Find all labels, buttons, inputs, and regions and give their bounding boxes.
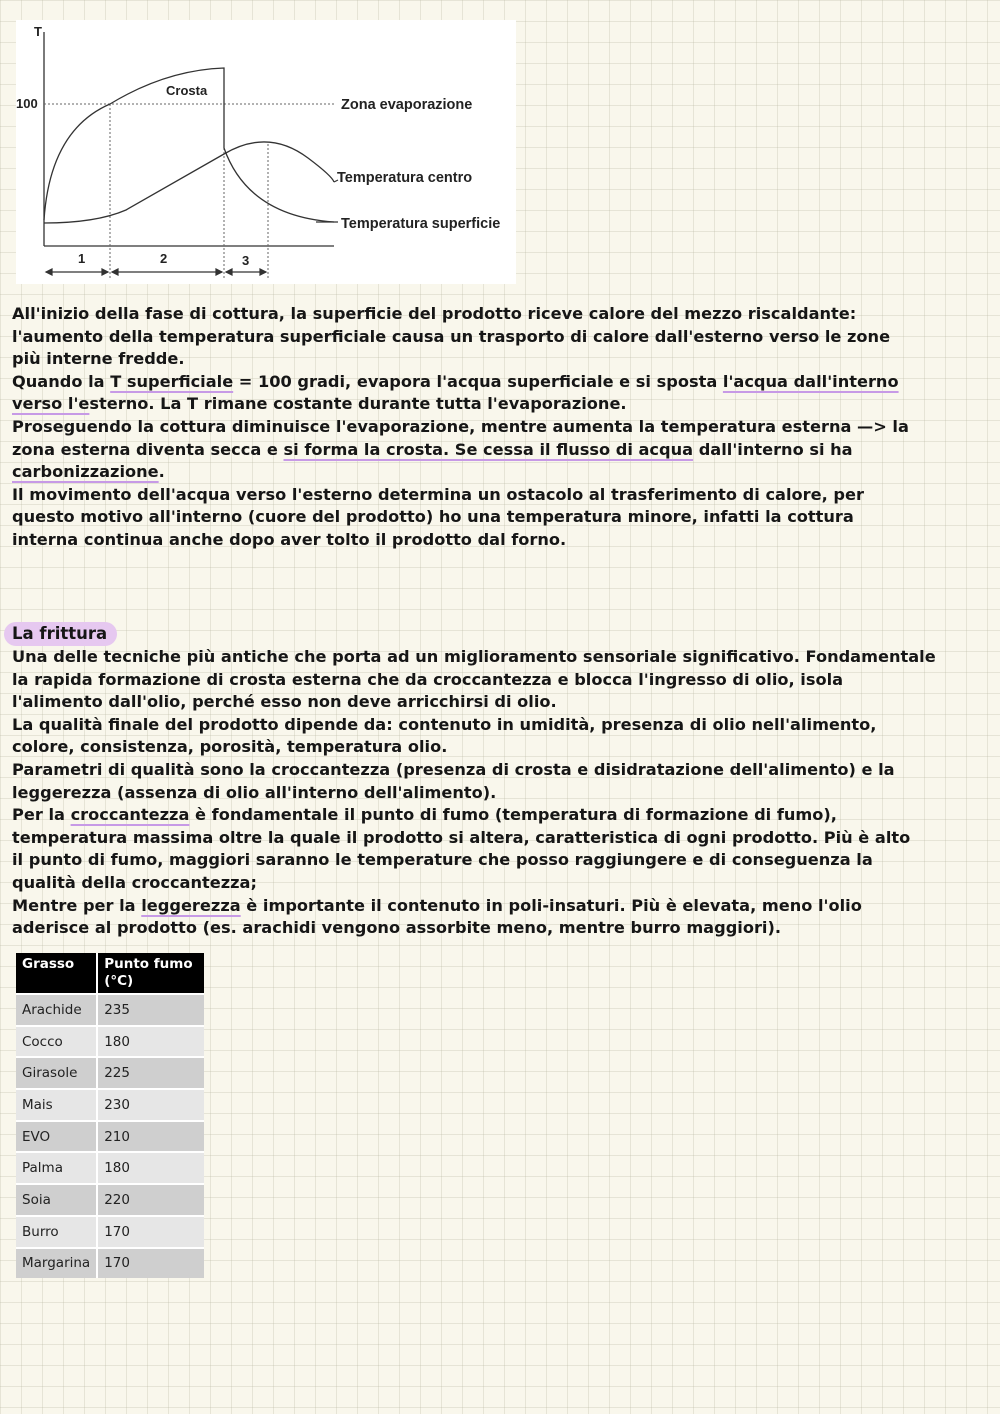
cell-grasso: Burro (16, 1216, 97, 1248)
cell-punto-fumo: 235 (97, 994, 204, 1026)
phase-3-label: 3 (242, 253, 250, 268)
text-line: l'aumento della temperatura superficiale causa un trasporto di calore dall'esterno verso le zone (12, 326, 891, 346)
table-row (16, 1248, 204, 1279)
text-line: temperatura massima oltre la quale il prodotto si altera, caratteristica di ogni prodotto. Più è alto (12, 827, 911, 847)
cell-punto-fumo: 180 (97, 1152, 204, 1184)
text-line: interna continua anche dopo aver tolto il prodotto dal forno. (12, 529, 567, 549)
text-line: La qualità finale del prodotto dipende da: contenuto in umidità, presenza di olio nell'alimento, (12, 714, 877, 734)
text-line: Mentre per la leggerezza è importante il contenuto in poli-insaturi. Più è elevata, meno l'olio (12, 895, 862, 915)
cell-punto-fumo: 180 (97, 1026, 204, 1058)
cell-grasso: Margarina (16, 1248, 97, 1279)
phase-arrows (46, 269, 266, 275)
text-line: verso l'esterno. La T rimane costante durante tutta l'evaporazione. (12, 394, 627, 414)
highlight: leggerezza (141, 895, 241, 915)
text-line: il punto di fumo, maggiori saranno le temperature che posso raggiungere e di conseguenza la (12, 850, 873, 870)
temperatura-centro-label: Temperatura centro (337, 170, 473, 186)
highlight: carbonizzazione (12, 462, 159, 482)
cell-grasso: Girasole (16, 1057, 97, 1089)
text-line: Proseguendo la cottura diminuisce l'evaporazione, mentre aumenta la temperatura esterna —> la (12, 416, 909, 436)
cell-grasso: Mais (16, 1089, 97, 1121)
text-line: Il movimento dell'acqua verso l'esterno determina un ostacolo al trasferimento di calore, per (12, 484, 864, 504)
text-line: leggerezza (assenza di olio all'interno dell'alimento). (12, 782, 497, 802)
text-line: Parametri di qualità sono la croccantezza (presenza di crosta e disidratazione dell'alimento) e la (12, 759, 895, 779)
cell-punto-fumo: 210 (97, 1121, 204, 1153)
text-line: qualità della croccantezza; (12, 872, 257, 892)
table-row (16, 1089, 204, 1121)
table-row (16, 1152, 204, 1184)
center-temperature-curve (44, 142, 334, 223)
header-grasso: Grasso (16, 953, 97, 994)
section-title-frittura: La frittura (4, 622, 117, 646)
cooking-notes (12, 303, 980, 552)
text-line: aderisce al prodotto (es. arachidi vengono assorbite meno, mentre burro maggiori). (12, 918, 782, 938)
text-line: Quando la T superficiale = 100 gradi, evapora l'acqua superficiale e si sposta l'acqua dall'interno (12, 371, 899, 391)
highlight: l'acqua dall'interno (722, 371, 899, 391)
highlight: si forma la crosta. Se cessa il flusso di acqua (283, 439, 694, 459)
cell-punto-fumo: 225 (97, 1057, 204, 1089)
cell-grasso: EVO (16, 1121, 97, 1153)
temperatura-superficie-label: Temperatura superficie (341, 216, 501, 232)
table-row (16, 1121, 204, 1153)
cell-punto-fumo: 220 (97, 1184, 204, 1216)
table-header-row (16, 953, 204, 994)
cell-grasso: Palma (16, 1152, 97, 1184)
table-row (16, 1216, 204, 1248)
cell-grasso: Arachide (16, 994, 97, 1026)
header-punto-fumo: Punto fumo (°C) (97, 953, 204, 994)
text-line: colore, consistenza, porosità, temperatura olio. (12, 737, 448, 757)
table-row (16, 1184, 204, 1216)
phase-2-label: 2 (160, 251, 168, 266)
table-row (16, 1057, 204, 1089)
text-line: più interne fredde. (12, 349, 185, 369)
diagram-svg (16, 20, 516, 284)
text-line: Una delle tecniche più antiche che porta ad un miglioramento sensoriale significativo. Fondamentale (12, 647, 936, 666)
zona-evaporazione-label: Zona evaporazione (341, 97, 473, 113)
cell-punto-fumo: 170 (97, 1216, 204, 1248)
highlight: verso l'e (12, 394, 90, 414)
text-line: l'alimento dall'olio, perché esso non deve arricchirsi di olio. (12, 692, 557, 712)
highlight: croccantezza (70, 805, 190, 825)
text-line: Per la croccantezza è fondamentale il punto di fumo (temperatura di formazione di fumo), (12, 805, 837, 825)
text-line: questo motivo all'interno (cuore del prodotto) ho una temperatura minore, infatti la cottura (12, 507, 854, 527)
cell-grasso: Cocco (16, 1026, 97, 1058)
smoke-point-table (16, 953, 204, 1278)
text-line: la rapida formazione di crosta esterna che da croccantezza e blocca l'ingresso di olio, isola (12, 669, 844, 689)
text-line: zona esterna diventa secca e si forma la crosta. Se cessa il flusso di acqua dall'interno si ha (12, 439, 853, 459)
table-row (16, 994, 204, 1026)
tick-100-label: 100 (16, 96, 38, 111)
highlight: T superficiale (110, 371, 234, 391)
cooking-temperature-diagram (16, 20, 516, 284)
table-row (16, 1026, 204, 1058)
frying-notes (12, 646, 980, 940)
phase-1-label: 1 (78, 251, 86, 266)
axis-t-label: T (34, 24, 42, 39)
cell-punto-fumo: 170 (97, 1248, 204, 1279)
cell-punto-fumo: 230 (97, 1089, 204, 1121)
crosta-label: Crosta (166, 83, 208, 98)
cell-grasso: Soia (16, 1184, 97, 1216)
text-line: carbonizzazione. (12, 462, 165, 482)
text-line: All'inizio della fase di cottura, la superficie del prodotto riceve calore del mezzo riscaldante: (12, 304, 857, 323)
